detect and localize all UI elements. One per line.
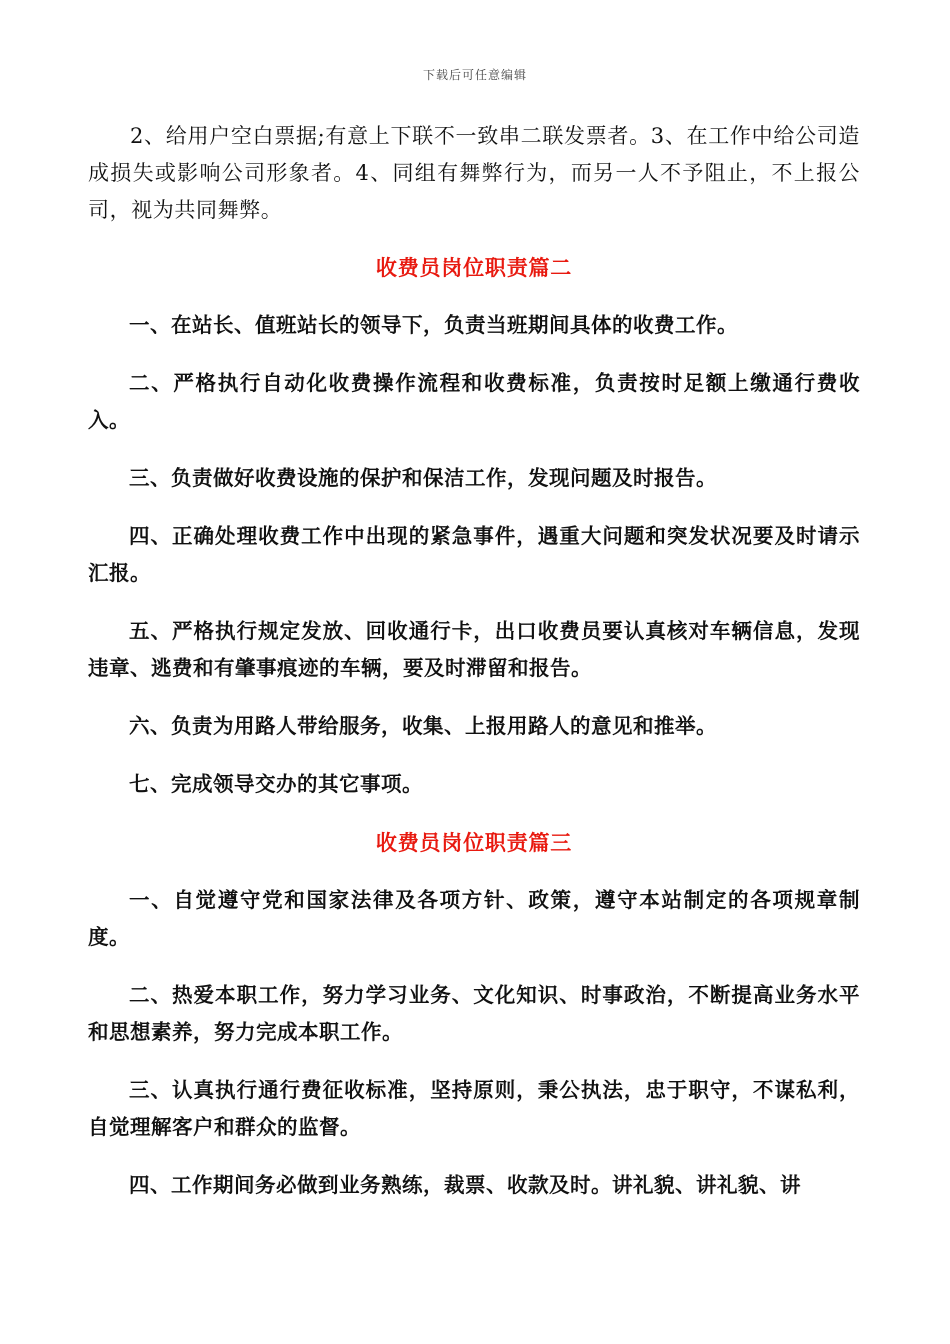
section-two-item: 六、负责为用路人带给服务，收集、上报用路人的意见和推举。 <box>129 714 717 738</box>
section-three-title: 收费员岗位职责篇三 <box>375 830 573 855</box>
section-two-item: 五、严格执行规定发放、回收通行卡，出口收费员要认真核对车辆信息，发现违章、逃费和有肇事痕迹的车辆，要及时滞留和报告。 <box>88 619 860 680</box>
section-three-item: 四、工作期间务必做到业务熟练，裁票、收款及时。讲礼貌、讲礼貌、讲 <box>129 1173 801 1197</box>
section-three-item: 三、认真执行通行费征收标准，坚持原则，秉公执法，忠于职守，不谋私利，自觉理解客户和群众的监督。 <box>88 1078 860 1139</box>
section-two-item: 二、严格执行自动化收费操作流程和收费标准，负责按时足额上缴通行费收入。 <box>88 371 860 432</box>
section-two-item: 一、在站长、值班站长的领导下，负责当班期间具体的收费工作。 <box>129 313 738 337</box>
section-three-item: 二、热爱本职工作，努力学习业务、文化知识、时事政治，不断提高业务水平和思想素养，努力完成本职工作。 <box>88 983 860 1044</box>
document-body <box>88 118 860 1204</box>
header-note: 下载后可任意编辑 <box>422 68 527 82</box>
section-three-item: 一、自觉遵守党和国家法律及各项方针、政策，遵守本站制定的各项规章制度。 <box>88 888 860 949</box>
section-two-item: 七、完成领导交办的其它事项。 <box>129 772 423 796</box>
section-two-item: 三、负责做好收费设施的保护和保洁工作，发现问题及时报告。 <box>129 466 717 490</box>
section-two-title: 收费员岗位职责篇二 <box>375 255 573 280</box>
section-two-item: 四、正确处理收费工作中出现的紧急事件，遇重大问题和突发状况要及时请示汇报。 <box>88 524 860 585</box>
intro-paragraph: 2、给用户空白票据;有意上下联不一致串二联发票者。3、在工作中给公司造成损失或影响公司形象者。4、同组有舞弊行为，而另一人不予阻止，不上报公司，视为共同舞弊。 <box>88 124 860 222</box>
